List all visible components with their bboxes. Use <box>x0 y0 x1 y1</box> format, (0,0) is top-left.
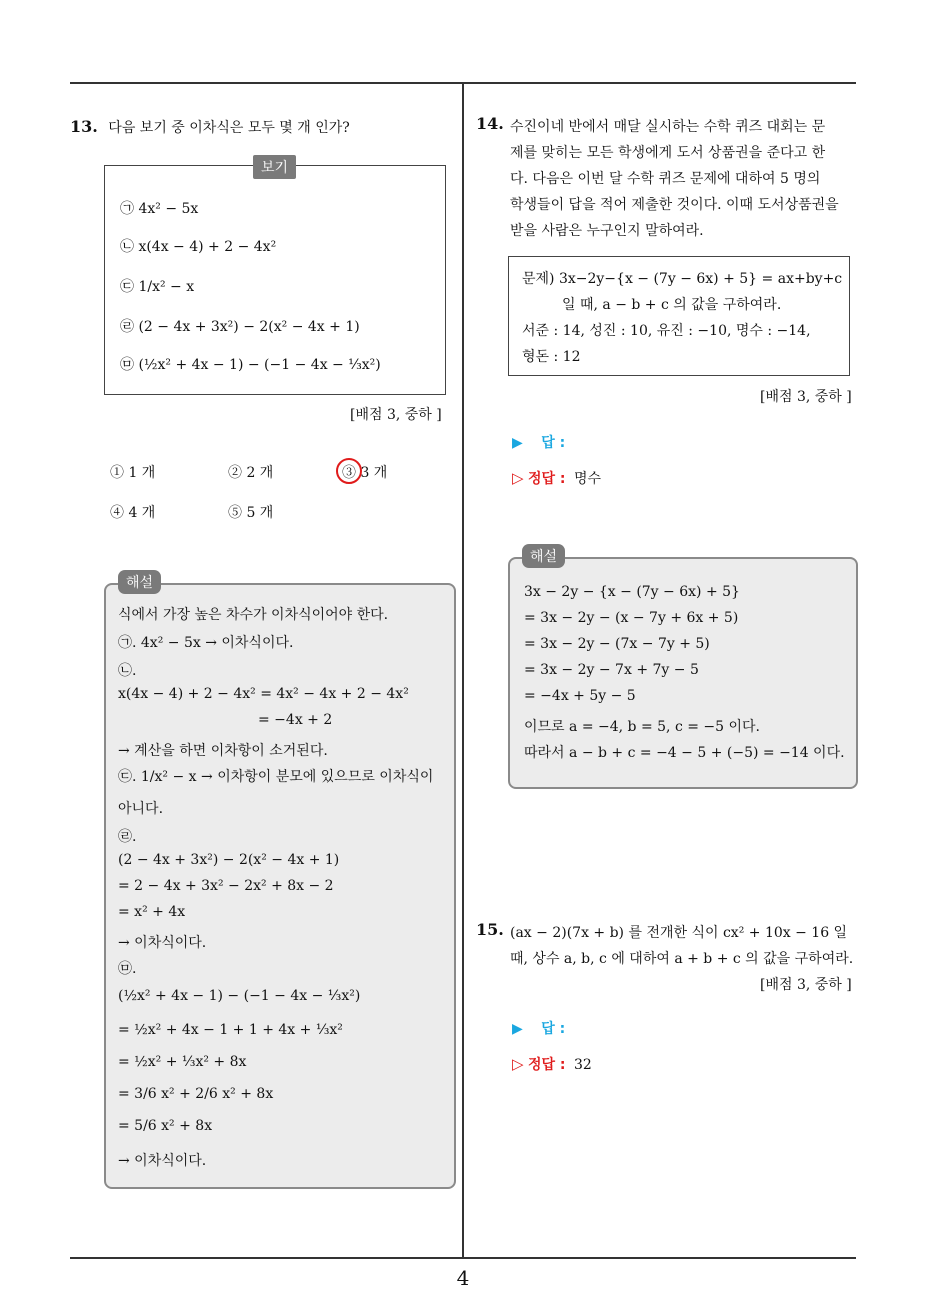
q13-sol-line: = 5/6 x² + 8x <box>118 1118 213 1134</box>
q15-number: 15. <box>476 920 504 939</box>
play-arrow-icon: ▶ <box>512 435 523 451</box>
q14-answer-row <box>512 432 565 452</box>
q13-sol-line: → 이차식이다. <box>118 1153 207 1169</box>
q14-sol-line: 이므로 a = −4, b = 5, c = −5 이다. <box>524 719 760 735</box>
q13-item-1: ㉠ 4x² − 5x <box>120 201 199 217</box>
q15-text-line: (ax − 2)(7x + b) 를 전개한 식이 cx² + 10x − 16 일 <box>510 925 848 941</box>
q14-box-line: 서준 : 14, 성진 : 10, 유진 : −10, 명수 : −14, <box>522 323 811 339</box>
q13-sol-line: x(4x − 4) + 2 − 4x² = 4x² − 4x + 2 − 4x² <box>118 686 409 702</box>
q14-sol-line: 따라서 a − b + c = −4 − 5 + (−5) = −14 이다. <box>524 745 845 761</box>
column-divider <box>462 84 464 1259</box>
play-arrow-icon: ▶ <box>512 1021 523 1037</box>
q15-correct-row <box>512 1054 592 1074</box>
q13-item-5: ㉤ (½x² + 4x − 1) − (−1 − 4x − ⅓x²) <box>120 357 381 373</box>
q13-sol-line: = ½x² + ⅓x² + 8x <box>118 1054 247 1070</box>
page-number: 4 <box>456 1266 470 1290</box>
q13-sol-line: (½x² + 4x − 1) − (−1 − 4x − ⅓x²) <box>118 988 361 1004</box>
q15-correct-label: 정답 : <box>528 1057 566 1073</box>
q13-choice-3[interactable]: ③ 3 개 <box>342 465 388 481</box>
q13-sol-line: → 이차식이다. <box>118 935 207 951</box>
q14-correct-label: 정답 : <box>528 471 566 487</box>
q14-solution-tag: 해설 <box>522 544 565 568</box>
q13-score: [배점 3, 중하 ] <box>350 407 442 423</box>
q15-correct-value: 32 <box>573 1057 592 1073</box>
q13-sol-line: ㉢. 1/x² − x → 이차항이 분모에 있으므로 이차식이 <box>118 769 434 785</box>
q13-sol-line: ㉡. <box>118 663 137 679</box>
q14-box-line: 일 때, a − b + c 의 값을 구하여라. <box>562 297 782 313</box>
q14-sol-line: = −4x + 5y − 5 <box>524 688 636 704</box>
q14-text-line: 제를 맞히는 모든 학생에게 도서 상품권을 준다고 한 <box>510 145 826 161</box>
q14-correct-row <box>512 468 601 488</box>
q14-sol-line: = 3x − 2y − (7x − 7y + 5) <box>524 636 710 652</box>
q13-item-2: ㉡ x(4x − 4) + 2 − 4x² <box>120 239 277 255</box>
q13-sol-line: = 2 − 4x + 3x² − 2x² + 8x − 2 <box>118 878 334 894</box>
q13-sol-line: = −4x + 2 <box>258 712 333 728</box>
q14-box-line: 형돈 : 12 <box>522 349 581 365</box>
q14-text-line: 수진이네 반에서 매달 실시하는 수학 퀴즈 대회는 문 <box>510 119 826 135</box>
q13-choice-4[interactable]: ④ 4 개 <box>110 505 156 521</box>
q15-score: [배점 3, 중하 ] <box>760 977 852 993</box>
q13-sol-line: (2 − 4x + 3x²) − 2(x² − 4x + 1) <box>118 852 340 868</box>
q13-header <box>70 114 350 141</box>
q14-text-line: 학생들이 답을 적어 제출한 것이다. 이때 도서상품권을 <box>510 197 839 213</box>
q15-answer-row <box>512 1018 565 1038</box>
q13-sol-line: ㉠. 4x² − 5x → 이차식이다. <box>118 635 294 651</box>
q13-sol-line: ㉤. <box>118 961 137 977</box>
q15-answer-label: 답 : <box>541 1021 566 1037</box>
q15-text-line: 때, 상수 a, b, c 에 대하여 a + b + c 의 값을 구하여라. <box>510 951 854 967</box>
q13-solution-tag: 해설 <box>118 570 161 594</box>
q14-sol-line: 3x − 2y − {x − (7y − 6x) + 5} <box>524 584 740 600</box>
q13-choice-5[interactable]: ⑤ 5 개 <box>228 505 274 521</box>
q13-text: 다음 보기 중 이차식은 모두 몇 개 인가? <box>108 120 350 136</box>
q13-example-tag: 보기 <box>253 155 296 179</box>
q14-correct-value: 명수 <box>573 471 602 487</box>
q14-text-line: 다. 다음은 이번 달 수학 퀴즈 문제에 대하여 5 명의 <box>510 171 821 187</box>
q13-number: 13. <box>70 117 98 136</box>
q14-header <box>476 114 504 133</box>
q14-sol-line: = 3x − 2y − (x − 7y + 6x + 5) <box>524 610 739 626</box>
q13-sol-line: = x² + 4x <box>118 904 186 920</box>
q13-sol-line: = 3/6 x² + 2/6 x² + 8x <box>118 1086 274 1102</box>
q13-choice-1[interactable]: ① 1 개 <box>110 465 156 481</box>
q13-sol-line: ㉣. <box>118 829 137 845</box>
q14-sol-line: = 3x − 2y − 7x + 7y − 5 <box>524 662 699 678</box>
q13-item-3: ㉢ 1/x² − x <box>120 279 195 295</box>
outline-arrow-icon: ▷ <box>512 1055 524 1073</box>
q13-item-4: ㉣ (2 − 4x + 3x²) − 2(x² − 4x + 1) <box>120 319 360 335</box>
outline-arrow-icon: ▷ <box>512 469 524 487</box>
q14-box-line: 문제) 3x−2y−{x − (7y − 6x) + 5} = ax+by+c <box>522 271 843 287</box>
q13-sol-line: → 계산을 하면 이차항이 소거된다. <box>118 743 328 759</box>
q13-choice-2[interactable]: ② 2 개 <box>228 465 274 481</box>
q14-text-line: 받을 사람은 누구인지 말하여라. <box>510 223 704 239</box>
q13-sol-line: = ½x² + 4x − 1 + 1 + 4x + ⅓x² <box>118 1022 343 1038</box>
q14-answer-label: 답 : <box>541 435 566 451</box>
q14-score: [배점 3, 중하 ] <box>760 389 852 405</box>
q13-sol-line: 아니다. <box>118 801 164 817</box>
q15-header <box>476 920 504 939</box>
q14-number: 14. <box>476 114 504 133</box>
q13-sol-line: 식에서 가장 높은 차수가 이차식이어야 한다. <box>118 607 389 623</box>
